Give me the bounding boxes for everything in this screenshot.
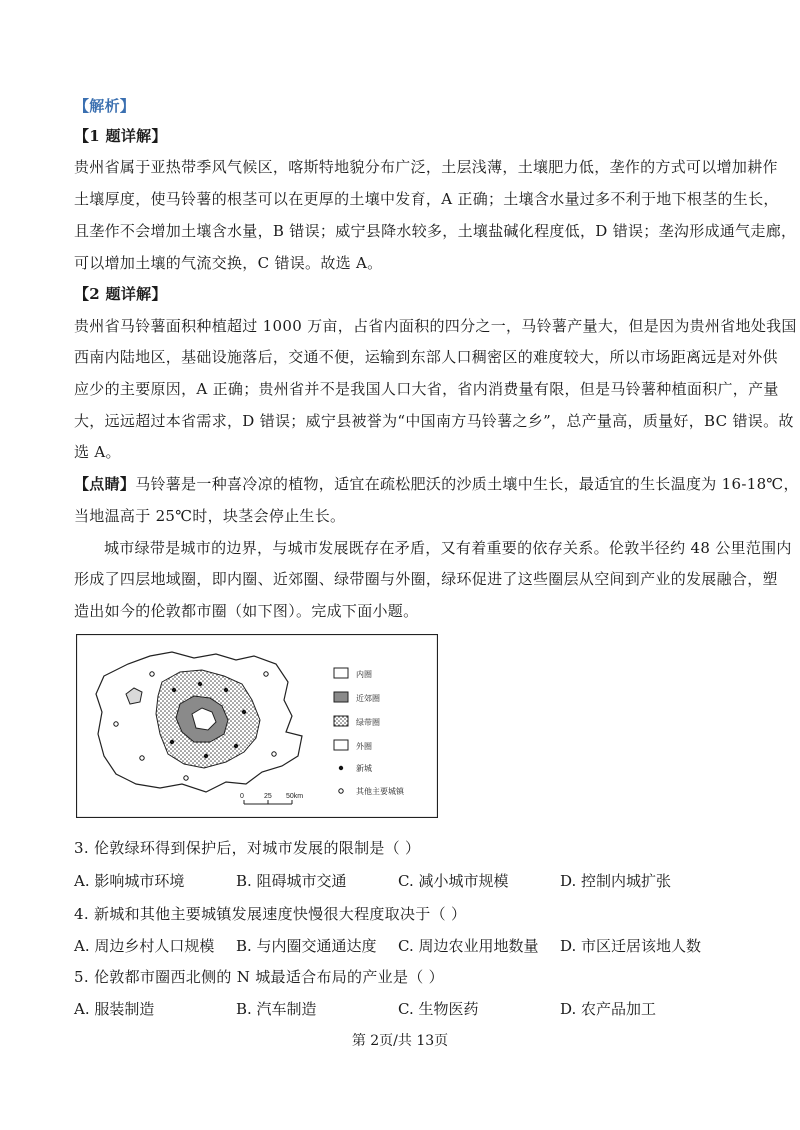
q1-line: 贵州省属于亚热带季风气候区，喀斯特地貌分布广泛，土层浅薄，土壤肥力低，垄作的方式可以增加耕作 (74, 158, 778, 176)
option-c[interactable]: C. 周边农业用地数量 (398, 937, 539, 955)
legend-label: 新城 (356, 764, 372, 773)
new-town-marker (242, 710, 246, 714)
option-b[interactable]: B. 与内圈交通通达度 (236, 937, 377, 955)
intro-line: 造出如今的伦敦都市圈（如下图）。完成下面小题。 (74, 602, 419, 620)
legend-swatch-inner (334, 668, 348, 678)
legend-marker-town (339, 789, 343, 793)
option-c[interactable]: C. 生物医药 (398, 1000, 479, 1018)
town-marker (264, 672, 268, 676)
legend-swatch-greenbelt (334, 716, 348, 726)
option-b[interactable]: B. 汽车制造 (236, 1000, 317, 1018)
q2-line: 选 A。 (74, 443, 121, 461)
option-a[interactable]: A. 周边乡村人口规模 (74, 937, 215, 955)
q2-line: 贵州省马铃薯面积种植超过 1000 万亩，占省内面积的四分之一，马铃薯产量大，但是因为贵州省地处我国 (74, 317, 797, 335)
scale-label: 50km (286, 793, 304, 800)
q1-line: 且垄作不会增加土壤含水量，B 错误；威宁县降水较多，土壤盐碱化程度低，D 错误；垄沟形成通气走廊， (74, 222, 797, 240)
town-marker (184, 776, 188, 780)
page-footer: 第 2页/共 13页 (351, 1033, 449, 1049)
q2-line: 大，远远超过本省需求，D 错误；威宁县被誉为“中国南方马铃薯之乡”，总产量高，质量好，BC 错误。故 (74, 412, 794, 430)
town-marker (140, 756, 144, 760)
tip-line: 当地温高于 25℃时，块茎会停止生长。 (74, 507, 346, 525)
option-d[interactable]: D. 市区迁居该地人数 (560, 937, 702, 955)
option-b[interactable]: B. 阻碍城市交通 (236, 872, 347, 890)
scale-label: 0 (240, 793, 244, 800)
town-marker (272, 752, 276, 756)
new-town-marker (224, 688, 228, 692)
legend-swatch-suburb (334, 692, 348, 702)
town-marker (150, 672, 154, 676)
question-stem: 5. 伦敦都市圈西北侧的 N 城最适合布局的产业是（ ） (74, 968, 444, 986)
legend-swatch-outer (334, 740, 348, 750)
legend-label: 近郊圈 (356, 694, 380, 703)
option-c[interactable]: C. 减小城市规模 (398, 872, 509, 890)
new-town-marker (198, 682, 202, 686)
option-d[interactable]: D. 农产品加工 (560, 1000, 657, 1018)
tip-line (74, 474, 799, 494)
town-marker (114, 722, 118, 726)
new-town-marker (170, 740, 174, 744)
question-stem: 3. 伦敦绿环得到保护后，对城市发展的限制是（ ） (74, 839, 421, 857)
tip-label: 【点睛】 (74, 475, 136, 493)
legend-label: 外圈 (356, 742, 372, 751)
option-a[interactable]: A. 影响城市环境 (74, 872, 185, 890)
london-metro-map (76, 634, 438, 818)
q2-heading: 【2 题详解】 (74, 285, 167, 303)
q1-line: 可以增加土壤的气流交换，C 错误。故选 A。 (74, 254, 383, 272)
legend-label: 绿带圈 (356, 718, 380, 727)
new-town-marker (204, 754, 208, 758)
q1-line: 土壤厚度，使马铃薯的根茎可以在更厚的土壤中发育，A 正确；土壤含水量过多不利于地下根茎的生长， (74, 190, 779, 208)
q1-heading: 【1 题详解】 (74, 127, 167, 145)
intro-line: 形成了四层地域圈，即内圈、近郊圈、绿带圈与外圈，绿环促进了这些圈层从空间到产业的发展融合，塑 (74, 570, 778, 588)
legend-label: 内圈 (356, 670, 372, 679)
new-town-marker (172, 688, 176, 692)
option-d[interactable]: D. 控制内城扩张 (560, 872, 672, 890)
option-a[interactable]: A. 服装制造 (74, 1000, 155, 1018)
tip-text: 马铃薯是一种喜冷凉的植物，适宜在疏松肥沃的沙质土壤中生长，最适宜的生长温度为 16-18℃， (135, 475, 799, 493)
question-stem: 4. 新城和其他主要城镇发展速度快慢很大程度取决于（ ） (74, 905, 467, 923)
q2-line: 西南内陆地区，基础设施落后，交通不便，运输到东部人口稠密区的难度较大，所以市场距离远是对外供 (74, 348, 778, 366)
new-town-marker (234, 744, 238, 748)
legend-marker-new-town (339, 766, 343, 770)
scale-label: 25 (264, 793, 272, 800)
q2-line: 应少的主要原因，A 正确；贵州省并不是我国人口大省，省内消费量有限，但是马铃薯种植面积广，产量 (74, 380, 779, 398)
analysis-label: 【解析】 (74, 97, 136, 115)
legend-label: 其他主要城镇 (356, 787, 404, 796)
intro-line: 城市绿带是城市的边界，与城市发展既存在矛盾，又有着重要的依存关系。伦敦半径约 48 公里范围内 (104, 539, 792, 557)
map-svg (76, 634, 438, 818)
